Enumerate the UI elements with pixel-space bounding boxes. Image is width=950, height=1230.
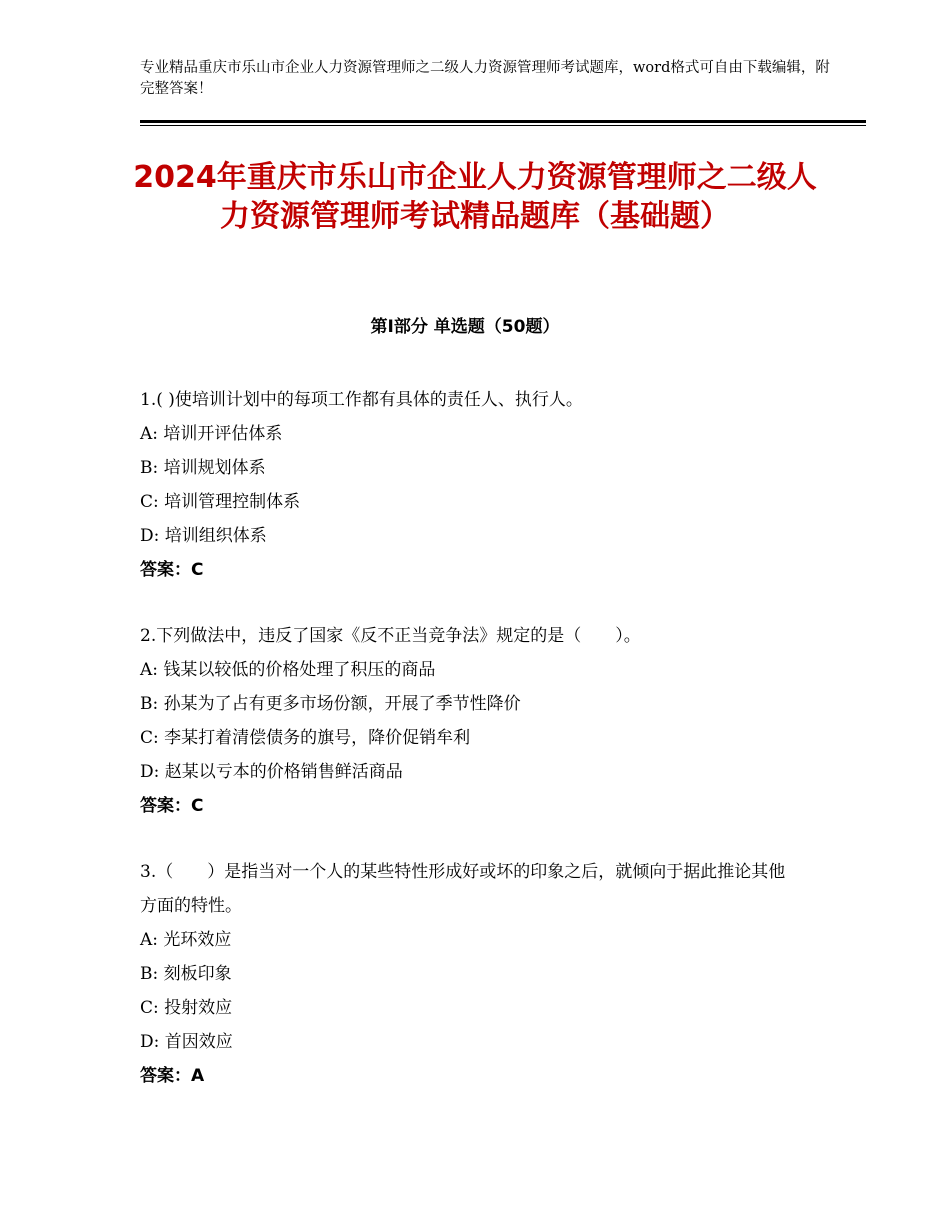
option-a: A: 培训开评估体系: [140, 424, 283, 444]
option-d: D: 首因效应: [140, 1032, 233, 1052]
option-b: B: 培训规划体系: [140, 458, 266, 478]
option-b: B: 孙某为了占有更多市场份额，开展了季节性降价: [140, 694, 521, 714]
option-a: A: 钱某以较低的价格处理了积压的商品: [140, 660, 436, 680]
header-divider-thick: [140, 120, 866, 123]
document-title: 2024年重庆市乐山市企业人力资源管理师之二级人力资源管理师考试精品题库（基础题）: [133, 160, 817, 234]
question-stem: 3.（ ）是指当对一个人的某些特性形成好或坏的印象之后，就倾向于据此推论其他方面的特性。: [140, 862, 786, 916]
question-list: [140, 383, 840, 1125]
option-d: D: 赵某以亏本的价格销售鲜活商品: [140, 762, 403, 782]
answer: 答案：C: [140, 796, 204, 816]
option-b: B: 刻板印象: [140, 964, 232, 984]
question-stem: 2.下列做法中，违反了国家《反不正当竞争法》规定的是（ ）。: [140, 626, 641, 646]
header-divider-thin: [140, 125, 866, 126]
option-c: C: 培训管理控制体系: [140, 492, 301, 512]
option-c: C: 投射效应: [140, 998, 233, 1018]
option-d: D: 培训组织体系: [140, 526, 267, 546]
question-1: [140, 383, 840, 587]
question-stem: 1.( )使培训计划中的每项工作都有具体的责任人、执行人。: [140, 390, 583, 410]
option-c: C: 李某打着清偿债务的旗号，降价促销牟利: [140, 728, 471, 748]
answer: 答案：C: [140, 560, 204, 580]
answer: 答案：A: [140, 1066, 205, 1086]
header-note: 专业精品重庆市乐山市企业人力资源管理师之二级人力资源管理师考试题库，word格式可自由下载编辑，附完整答案！: [140, 60, 830, 97]
section-heading: 第Ⅰ部分 单选题（50题）: [370, 317, 560, 337]
option-a: A: 光环效应: [140, 930, 232, 950]
question-3: [140, 855, 840, 1093]
question-2: [140, 619, 840, 823]
